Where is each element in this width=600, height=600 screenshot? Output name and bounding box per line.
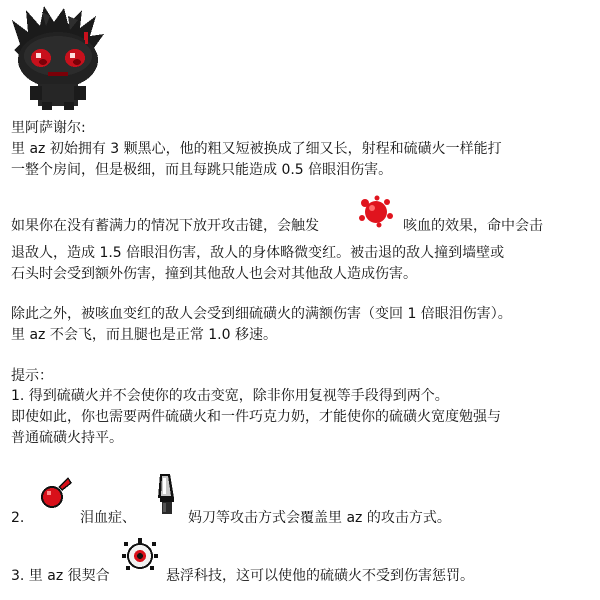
p3-line-1: 除此之外，被咳血变红的敌人会受到细硫磺火的满额伤害（变回 1 倍眼泪伤害）。	[11, 306, 512, 322]
tips-heading: 提示：	[11, 368, 53, 384]
tip1-line-2: 即使如此，你也需要两件硫磺火和一件巧克力奶，才能使你的硫磺火宽度勉强与	[11, 409, 501, 425]
hover-tech-eye-item-icon	[120, 536, 160, 574]
dark-azazel-character-sprite-icon	[8, 4, 108, 112]
p2-line-2: 退敌人，造成 1.5 倍眼泪伤害，敌人的身体略微变红。被击退的敌人撞到墙壁或	[11, 245, 505, 261]
tip2-text-1: 泪血症、	[80, 510, 136, 526]
tip3-text: 悬浮科技，这可以使他的硫磺火不受到伤害惩罚。	[166, 568, 474, 584]
azazel-portrait	[8, 4, 108, 112]
mom-knife-item-icon	[150, 472, 182, 518]
p1-line-1: 里 az 初始拥有 3 颗黑心，他的粗又短被换成了细又长，射程和硫磺火一样能打	[11, 141, 502, 157]
cough-blood-splatter-icon	[357, 194, 395, 228]
p2-line-1-start: 如果你在没有蓄满力的情况下放开攻击键，会触发	[11, 218, 319, 234]
p1-line-2: 一整个房间，但是极细，而且每跳只能造成 0.5 倍眼泪伤害。	[11, 162, 393, 178]
tip2-text-2: 妈刀等攻击方式会覆盖里 az 的攻击方式。	[188, 510, 451, 526]
character-name-heading: 里阿萨谢尔:	[11, 120, 86, 136]
p2-line-3: 石头时会受到额外伤害，撞到其他敌人也会对其他敌人造成伤害。	[11, 266, 417, 282]
tip3-start: 3. 里 az 很契合	[11, 568, 110, 584]
tip2-number: 2.	[11, 510, 25, 526]
blood-drop-lachryphagy-item-icon	[36, 475, 76, 511]
tip1-line-3: 普通硫磺火持平。	[11, 430, 123, 446]
p3-line-2: 里 az 不会飞，而且腿也是正常 1.0 移速。	[11, 327, 277, 343]
p2-line-1-end: 咳血的效果，命中会击	[403, 218, 543, 234]
tip1-line-1: 1. 得到硫磺火并不会使你的攻击变宽，除非你用复视等手段得到两个。	[11, 388, 449, 404]
